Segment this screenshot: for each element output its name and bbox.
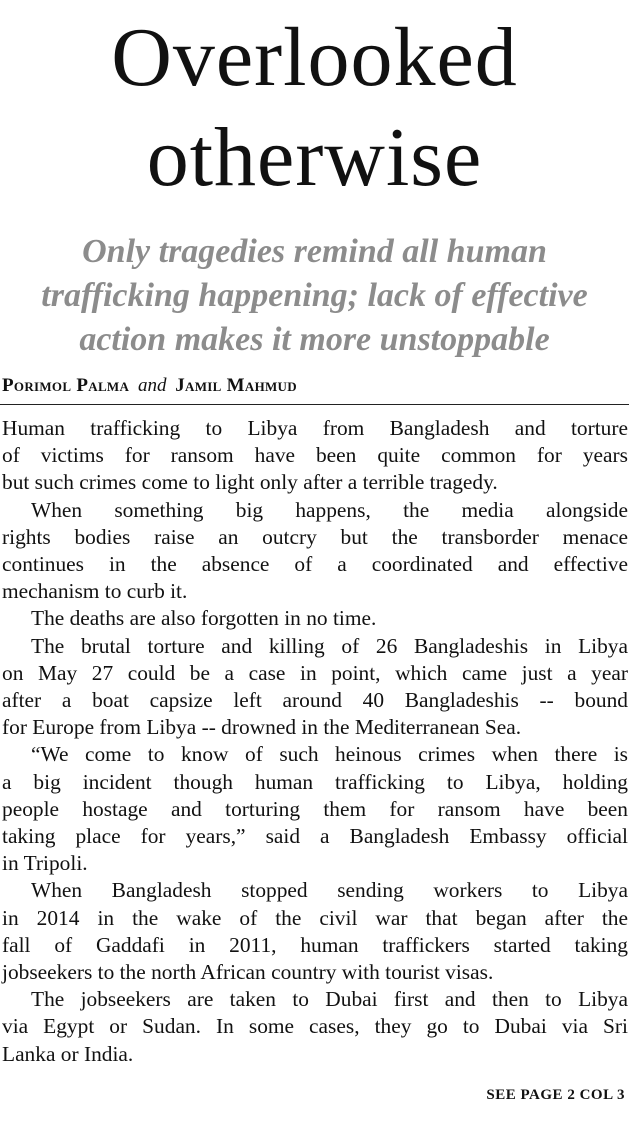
byline xyxy=(2,374,629,398)
headline-line-1: Overlooked xyxy=(111,11,518,104)
article-paragraph xyxy=(2,605,628,632)
article-paragraph xyxy=(2,877,628,986)
article-line: The brutal torture and killing of 26 Bangladeshis in Libya xyxy=(31,633,628,658)
article-line: “We come to know of such heinous crimes when there is xyxy=(31,742,628,767)
article-paragraph xyxy=(2,633,628,742)
subheadline-line-2: trafficking happening; lack of effective xyxy=(41,277,588,314)
article-line: taking place for years,” said a Bangladesh Embassy official xyxy=(2,824,628,849)
subheadline xyxy=(0,230,629,362)
headline xyxy=(0,8,629,208)
article-line: a big incident though human trafficking to Libya, holding xyxy=(2,769,628,794)
article-paragraph xyxy=(2,986,628,1068)
article-line: on May 27 could be a case in point, which came just a year xyxy=(2,660,628,685)
byline-divider xyxy=(0,404,629,405)
article-line: for Europe from Libya -- drowned in the Mediterranean Sea. xyxy=(2,715,522,740)
article-line: in 2014 in the wake of the civil war that began after the xyxy=(2,905,628,930)
article-line: When something big happens, the media alongside xyxy=(31,497,628,522)
byline-conjunction: and xyxy=(137,375,167,396)
article-line: of victims for ransom have been quite common for years xyxy=(2,443,628,468)
article-paragraph xyxy=(2,497,628,606)
article-line: but such crimes come to light only after a terrible tragedy. xyxy=(2,470,498,495)
article-line: in Tripoli. xyxy=(2,851,88,876)
article-line: Lanka or India. xyxy=(2,1041,134,1066)
article-line: The deaths are also forgotten in no time. xyxy=(31,606,377,631)
byline-author-2: Jamil Mahmud xyxy=(175,375,297,396)
article-paragraph xyxy=(2,415,628,497)
article-line: mechanism to curb it. xyxy=(2,579,188,604)
article-paragraph xyxy=(2,741,628,877)
byline-author-1: Porimol Palma xyxy=(2,375,130,396)
article-line: The jobseekers are taken to Dubai first and then to Libya xyxy=(31,987,628,1012)
article-line: people hostage and torturing them for ransom have been xyxy=(2,796,628,821)
article-body xyxy=(0,415,629,1068)
article-line: fall of Gaddafi in 2011, human traffickers started taking xyxy=(2,932,628,957)
subheadline-line-1: Only tragedies remind all human xyxy=(82,233,547,270)
headline-line-2: otherwise xyxy=(146,111,483,204)
article-line: jobseekers to the north African country with tourist visas. xyxy=(2,960,494,985)
subheadline-line-3: action makes it more unstoppable xyxy=(79,321,550,358)
article-line: via Egypt or Sudan. In some cases, they go to Dubai via Sri xyxy=(2,1014,628,1039)
article-line: When Bangladesh stopped sending workers to Libya xyxy=(31,878,628,903)
article-line: rights bodies raise an outcry but the transborder menace xyxy=(2,524,628,549)
article-line: Human trafficking to Libya from Bangladesh and torture xyxy=(2,416,628,440)
article-line: after a boat capsize left around 40 Bangladeshis -- bound xyxy=(2,688,628,713)
article-line: continues in the absence of a coordinated and effective xyxy=(2,552,628,577)
continuation-jump-line: SEE PAGE 2 COL 3 xyxy=(486,1087,625,1103)
